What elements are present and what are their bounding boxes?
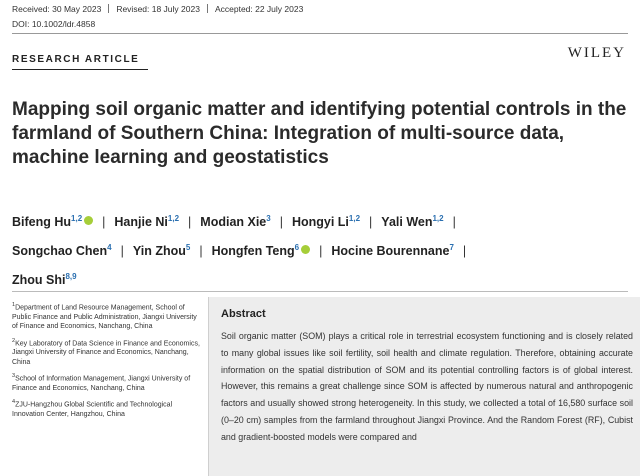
author[interactable] bbox=[331, 244, 454, 258]
header-rule bbox=[12, 33, 628, 34]
divider bbox=[207, 4, 208, 13]
author-name[interactable]: Hongfen Teng bbox=[211, 244, 295, 259]
author[interactable] bbox=[133, 244, 190, 258]
author[interactable] bbox=[292, 215, 360, 229]
orcid-icon[interactable] bbox=[84, 216, 93, 225]
affiliation bbox=[12, 372, 202, 393]
author-separator: | bbox=[102, 215, 106, 230]
author-separator: | bbox=[462, 244, 467, 259]
affiliation-number: 1 bbox=[12, 302, 16, 308]
affiliation-ref[interactable]: 8,9 bbox=[65, 272, 77, 282]
author-separator: | bbox=[188, 215, 192, 230]
affiliation-ref[interactable]: 4 bbox=[107, 243, 112, 253]
author-separator: | bbox=[319, 244, 323, 259]
affiliation-ref[interactable]: 7 bbox=[449, 243, 454, 253]
affiliation-text: School of Information Management, Jiangxi University of Finance and Economics, Nanchang, China bbox=[12, 375, 191, 392]
affiliation-list bbox=[12, 301, 202, 424]
affiliation-ref[interactable]: 6 bbox=[294, 243, 300, 253]
author-name[interactable]: Hongyi Li bbox=[291, 215, 349, 230]
author-name[interactable]: Hanjie Ni bbox=[114, 215, 168, 230]
author[interactable] bbox=[12, 244, 112, 258]
author-separator: | bbox=[120, 244, 124, 259]
affiliation-number: 3 bbox=[12, 373, 16, 380]
affiliation-text: ZJU-Hangzhou Global Scientific and Technological Innovation Center, Hangzhou, China bbox=[12, 401, 173, 418]
doi-link[interactable]: DOI: 10.1002/ldr.4858 bbox=[12, 19, 96, 29]
author-list bbox=[12, 206, 632, 293]
affiliation-ref[interactable]: 5 bbox=[185, 243, 191, 253]
author-separator: | bbox=[452, 215, 456, 230]
received-date: Received: 30 May 2023 bbox=[12, 4, 102, 14]
affiliation-ref[interactable]: 3 bbox=[266, 214, 271, 223]
article-type-label: RESEARCH ARTICLE bbox=[12, 54, 140, 65]
author[interactable] bbox=[12, 273, 77, 287]
author-name[interactable]: Yali Wen bbox=[381, 215, 433, 230]
affiliation-ref[interactable]: 1,2 bbox=[432, 214, 444, 223]
author-name[interactable]: Yin Zhou bbox=[132, 244, 186, 259]
affiliation-ref[interactable]: 1,2 bbox=[348, 214, 361, 223]
author-name[interactable]: Bifeng Hu bbox=[12, 215, 72, 230]
accepted-date: Accepted: 22 July 2023 bbox=[214, 4, 304, 14]
article-type-underline bbox=[12, 69, 148, 70]
affiliation-number: 4 bbox=[12, 399, 16, 406]
section-divider bbox=[12, 291, 628, 292]
author[interactable] bbox=[381, 215, 443, 229]
author[interactable] bbox=[212, 244, 311, 258]
affiliation-ref[interactable]: 1,2 bbox=[71, 214, 83, 223]
affiliation-text: Key Laboratory of Data Science in Finance and Economics, Jiangxi University of Finance and Economics, Nanchang, China bbox=[12, 339, 200, 366]
affiliation bbox=[12, 301, 202, 332]
author-separator: | bbox=[369, 215, 373, 230]
author[interactable] bbox=[12, 215, 93, 229]
author-name[interactable]: Modian Xie bbox=[200, 215, 267, 230]
affiliation bbox=[12, 337, 202, 368]
abstract-heading: Abstract bbox=[221, 308, 266, 320]
author[interactable] bbox=[200, 215, 270, 229]
author-name[interactable]: Songchao Chen bbox=[12, 244, 108, 259]
orcid-icon[interactable] bbox=[301, 245, 310, 254]
author-name[interactable]: Zhou Shi bbox=[12, 273, 66, 288]
affiliation bbox=[12, 398, 202, 419]
author-name[interactable]: Hocine Bourennane bbox=[331, 244, 450, 259]
abstract-panel bbox=[208, 297, 640, 476]
affiliation-text: Department of Land Resource Management, School of Public Finance and Public Administration, Jiangxi University of Finance and Economics, Nanchang, China bbox=[12, 304, 197, 331]
divider bbox=[108, 4, 109, 13]
affiliation-ref[interactable]: 1,2 bbox=[167, 214, 180, 223]
author[interactable] bbox=[114, 215, 179, 229]
revised-date: Revised: 18 July 2023 bbox=[116, 4, 200, 14]
affiliation-number: 2 bbox=[12, 337, 16, 344]
publisher-logo: WILEY bbox=[567, 45, 626, 61]
author-separator: | bbox=[199, 244, 203, 259]
article-history bbox=[12, 4, 303, 14]
article-title: Mapping soil organic matter and identifying potential controls in the farmland of Southern China: Integration of multi-source data, machine learning and geostatistics bbox=[12, 99, 627, 168]
author-separator: | bbox=[279, 215, 283, 230]
abstract-text: Soil organic matter (SOM) plays a critical role in terrestrial ecosystem functioning and is closely related to many global issues like soil fertility, soil health and climate regulation. Therefore, obtaining accurate information on the spatial distribution of SOM and its potential controlling factors is of global interest. However, this remains a great challenge since SOM is affected by numerous natural and anthropogenic factors and usually showed strong heterogeneity. In this study, we collected a total of 16,580 surface soil (0–20 cm) samples from the farmland throughout Jiangxi Province. And the Random Forest (RF), Cubist and gradient-boosted models were compared and bbox=[221, 331, 633, 442]
